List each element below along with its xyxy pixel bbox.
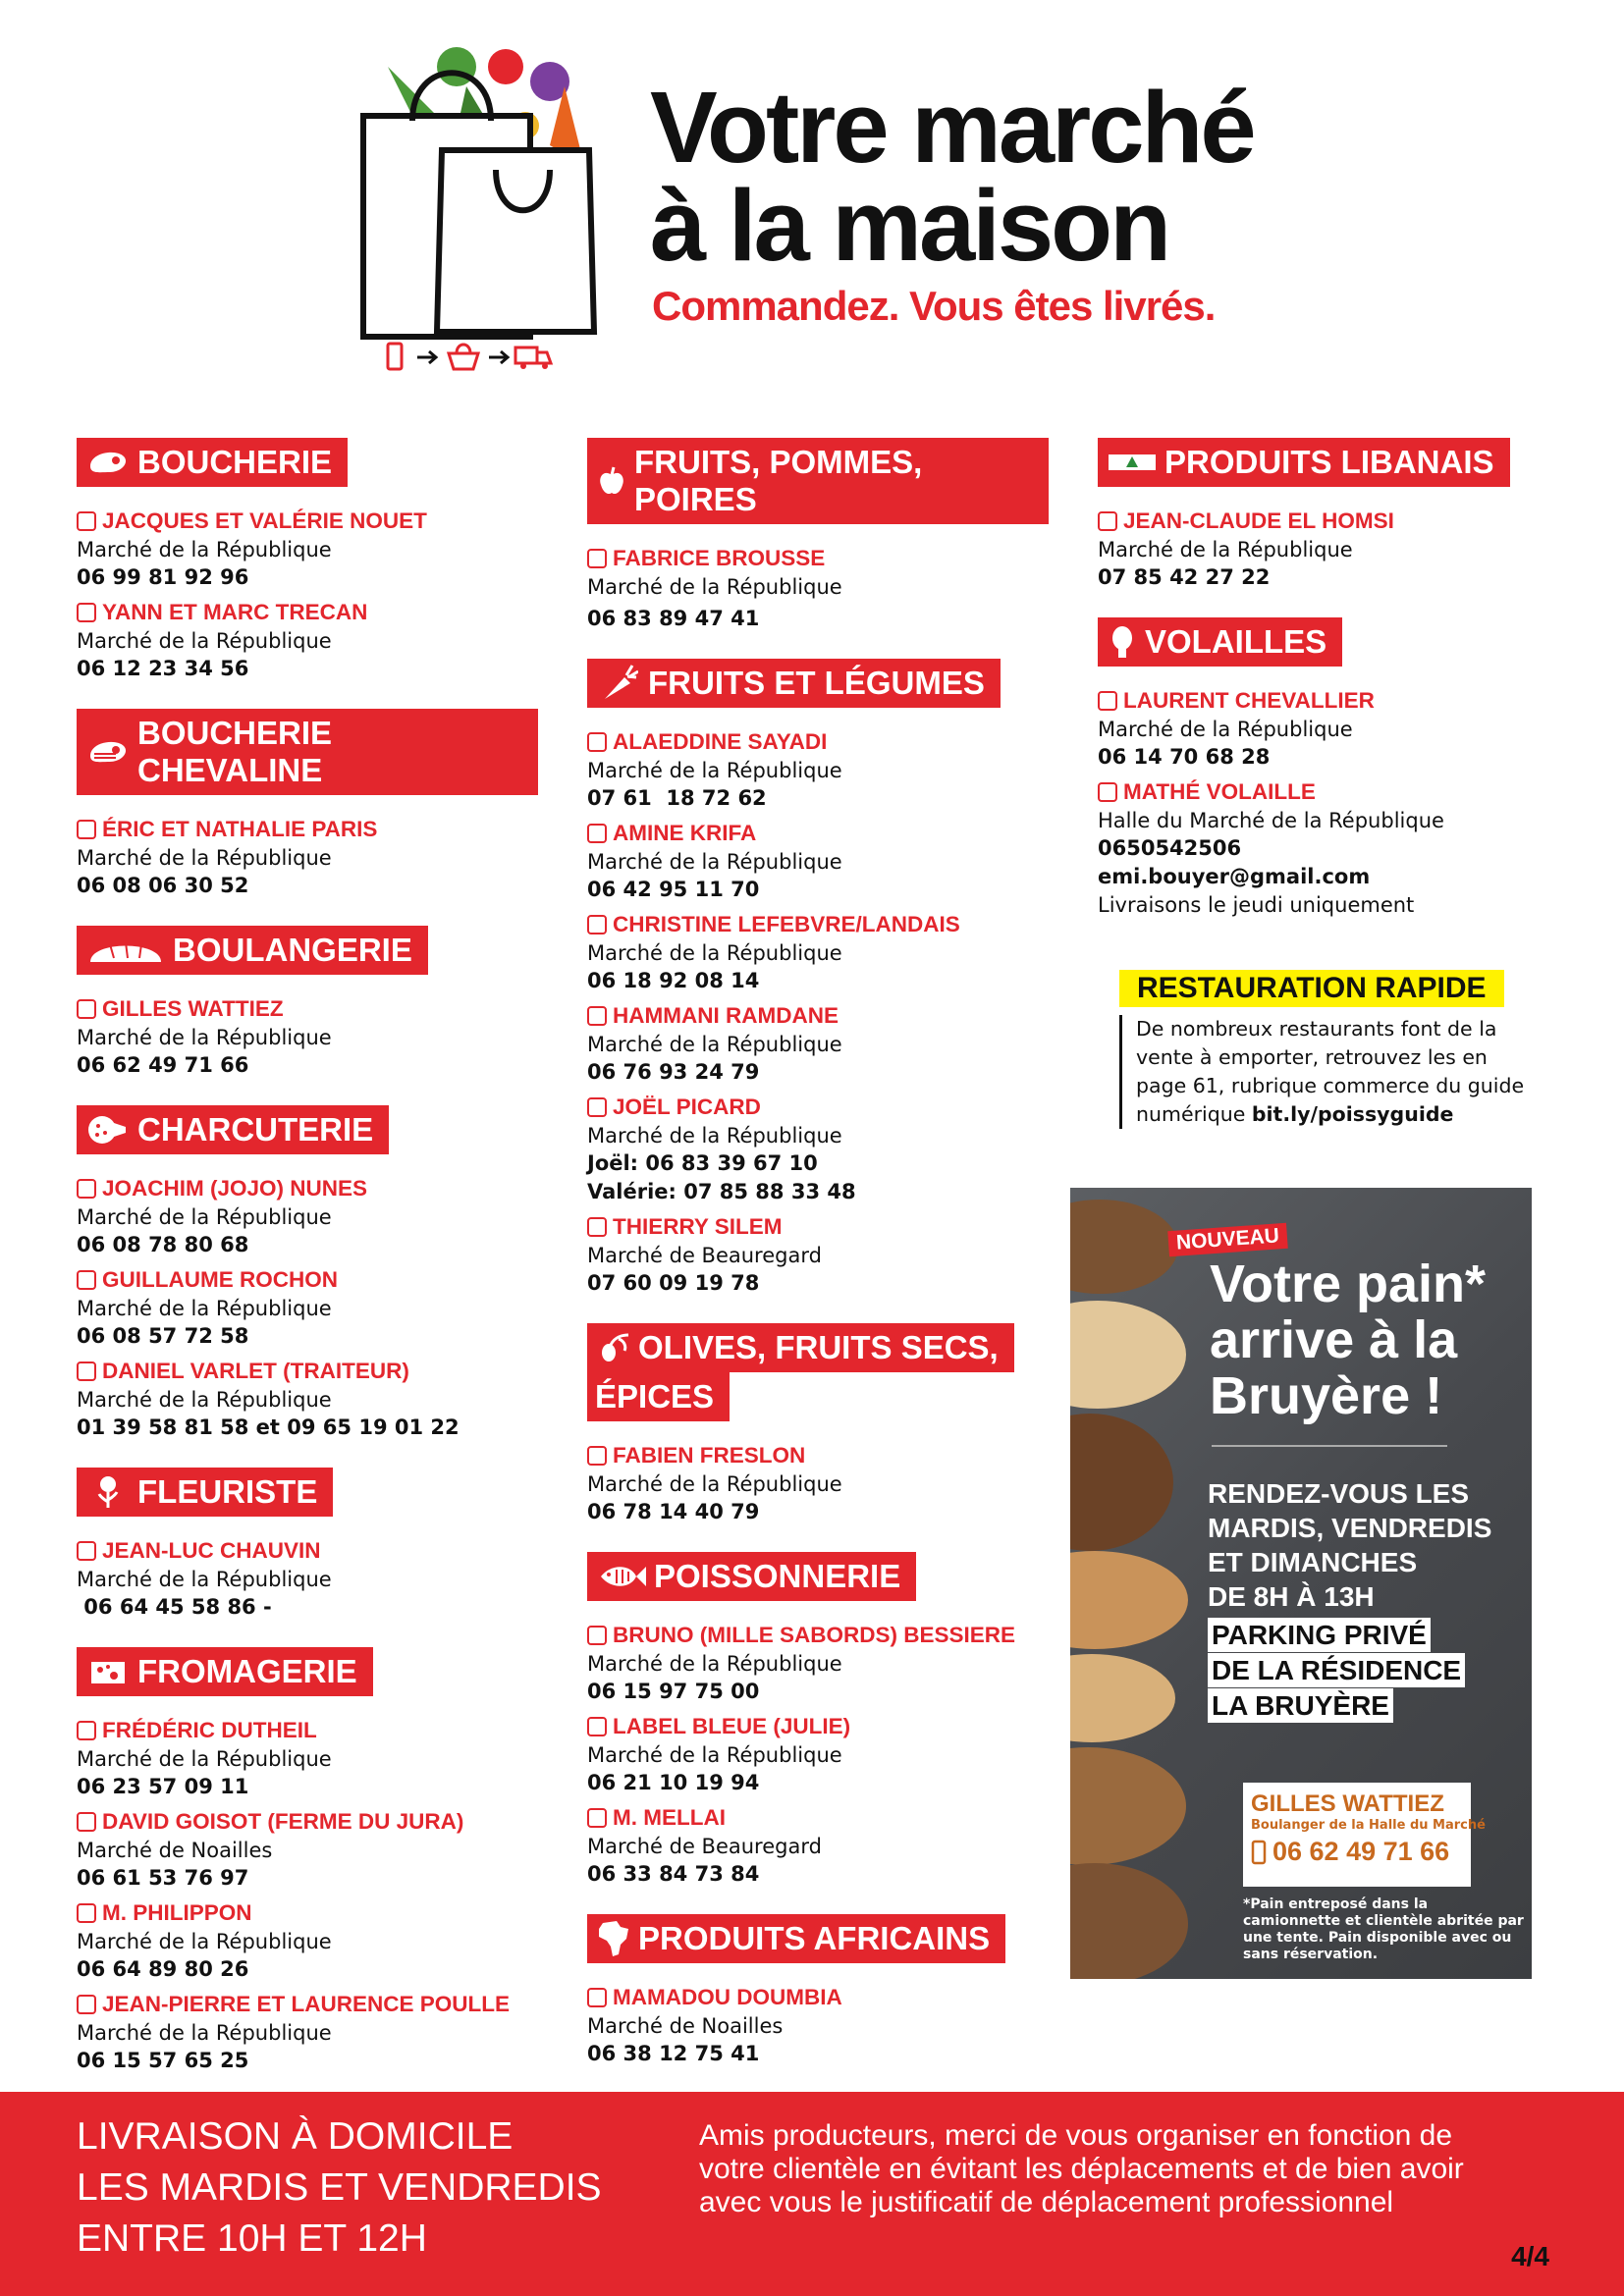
vendor-phone: 07 61 18 72 62 (587, 786, 767, 810)
olive-icon (597, 1330, 630, 1365)
vendor-entry (77, 1265, 568, 1351)
vendor-checkbox[interactable] (1098, 782, 1117, 802)
vendor-entry (77, 815, 568, 900)
vendor-name: FRÉDÉRIC DUTHEIL (102, 1718, 317, 1742)
restauration-title: RESTAURATION RAPIDE (1119, 970, 1504, 1007)
vendor-name: BRUNO (MILLE SABORDS) BESSIERE (613, 1623, 1016, 1647)
vendor-phone: 06 23 57 09 11 (77, 1775, 249, 1798)
category-title: POISSONNERIE (654, 1558, 901, 1594)
vendor-name-row (77, 1536, 568, 1566)
vendor-location: Marché de la République (77, 1930, 332, 1953)
vendor-name: YANN ET MARC TRECAN (102, 600, 368, 624)
title-line-1: Votre marché (650, 71, 1254, 184)
vendor-name-row (77, 1990, 568, 2019)
ad-title-line: Votre pain* (1210, 1255, 1487, 1313)
ad-schedule-line: RENDEZ-VOUS LES (1208, 1478, 1470, 1509)
vendor-checkbox[interactable] (587, 915, 607, 934)
vendor-name-row (77, 1898, 568, 1928)
vendor-checkbox[interactable] (77, 1812, 96, 1832)
ad-title (1210, 1256, 1524, 1424)
vendor-name: JOËL PICARD (613, 1095, 761, 1119)
vendor-entry (77, 1807, 568, 1893)
vendor-phone: 06 15 97 75 00 (587, 1680, 760, 1703)
vendor-entry (77, 598, 568, 683)
vendor-entry (587, 1803, 1078, 1889)
vendor-location: Marché de Beauregard (587, 1835, 822, 1858)
vendor-checkbox[interactable] (77, 1179, 96, 1199)
lebanon-flag-icon (1108, 445, 1157, 480)
ad-parking (1208, 1618, 1465, 1724)
category-header (587, 1323, 1078, 1421)
category-header-line-2 (587, 1372, 730, 1421)
vendor-entry (587, 1983, 1078, 2068)
category-title: FROMAGERIE (137, 1653, 357, 1689)
vendor-location: Marché de la République (77, 538, 332, 561)
category-title: FRUITS, POMMES, POIRES (634, 444, 923, 517)
restauration-line: De nombreux restaurants font de la (1136, 1017, 1497, 1041)
category-header (1098, 438, 1510, 487)
vendor-entry (587, 1001, 1078, 1087)
vendor-name-row (587, 727, 1078, 757)
section-poissonnerie (587, 1552, 1078, 1889)
category-header (77, 1468, 333, 1517)
vendor-checkbox[interactable] (77, 999, 96, 1019)
vendor-location: Marché de la République (77, 1388, 332, 1412)
section-produits-africains (587, 1914, 1078, 2068)
vendor-location: Marché de la République (77, 846, 332, 870)
category-title: PRODUITS LIBANAIS (1164, 444, 1494, 480)
vendor-phone: 06 78 14 40 79 (587, 1500, 760, 1523)
vendor-phone: Joël: 06 83 39 67 10 (587, 1151, 818, 1175)
vendor-checkbox[interactable] (77, 1362, 96, 1381)
vendor-entry (77, 1536, 568, 1622)
category-title: OLIVES, FRUITS SECS, (638, 1329, 999, 1365)
vendor-name-row (587, 1803, 1078, 1833)
category-title: VOLAILLES (1145, 623, 1327, 660)
bread-loaves-icon (1070, 1188, 1208, 1979)
vendor-name-row (587, 1001, 1078, 1031)
vendor-entry (77, 1716, 568, 1801)
category-header (587, 438, 1049, 524)
shopping-bag-logo-icon (349, 27, 614, 371)
vendor-name-row (587, 1712, 1078, 1741)
column-1 (77, 438, 568, 2101)
ad-parking-line: PARKING PRIVÉ (1208, 1618, 1431, 1652)
vendor-location: Marché de la République (77, 1568, 332, 1591)
vendor-name: JEAN-CLAUDE EL HOMSI (1123, 508, 1394, 533)
vendor-location: Marché de la République (587, 1652, 842, 1676)
section-fleuriste (77, 1468, 568, 1622)
category-title: PRODUITS AFRICAINS (638, 1920, 991, 1956)
vendor-phone-2: Valérie: 07 85 88 33 48 (587, 1180, 856, 1203)
vendor-location: Marché de la République (77, 629, 332, 653)
ad-card-phone-row (1251, 1837, 1463, 1867)
vendor-entry (1098, 507, 1569, 592)
vendor-name: AMINE KRIFA (613, 821, 757, 845)
ad-parking-line: LA BRUYÈRE (1208, 1688, 1393, 1723)
vendor-checkbox[interactable] (587, 549, 607, 568)
new-badge: NOUVEAU (1167, 1223, 1288, 1256)
vendor-name-row (77, 1174, 568, 1203)
vendor-checkbox[interactable] (587, 1446, 607, 1466)
title-line-2: à la maison (650, 169, 1169, 282)
meat-icon (86, 734, 130, 770)
vendor-entry (587, 1212, 1078, 1298)
vendor-name: JACQUES ET VALÉRIE NOUET (102, 508, 427, 533)
vendor-location: Marché de la République (587, 1124, 842, 1148)
vendor-entry (587, 1441, 1078, 1526)
vendor-entry (587, 1093, 1078, 1206)
vendor-phone: 06 33 84 73 84 (587, 1862, 760, 1886)
section-produits-libanais (1098, 438, 1569, 592)
vendor-location: Halle du Marché de la République (1098, 809, 1444, 832)
vendor-checkbox[interactable] (587, 1217, 607, 1237)
ad-divider (1212, 1445, 1447, 1447)
vendor-name: LAURENT CHEVALLIER (1123, 688, 1375, 713)
vendor-entry (587, 1712, 1078, 1797)
footer-banner (0, 2092, 1624, 2296)
vendor-checkbox[interactable] (587, 1006, 607, 1026)
vendor-phone: 06 14 70 68 28 (1098, 745, 1271, 769)
section-fruits-pommes-poires (587, 438, 1078, 633)
vendor-location: Marché de la République (77, 2021, 332, 2045)
poultry-icon (1108, 624, 1137, 660)
vendor-name: FABIEN FRESLON (613, 1443, 806, 1468)
category-title: BOULANGERIE (173, 932, 412, 968)
vendor-name: JEAN-LUC CHAUVIN (102, 1538, 321, 1563)
vendor-location: Marché de la République (1098, 718, 1353, 741)
vendor-entry (77, 1898, 568, 1984)
category-title: BOUCHERIE (137, 444, 333, 480)
section-fromagerie (77, 1647, 568, 2075)
vendor-checkbox[interactable] (77, 511, 96, 531)
page-number: 4/4 (1511, 2241, 1549, 2271)
vendor-entry (587, 910, 1078, 995)
vendor-checkbox[interactable] (77, 820, 96, 839)
vendor-phone: 07 60 09 19 78 (587, 1271, 760, 1295)
vendor-checkbox[interactable] (77, 1541, 96, 1561)
vendor-name: MAMADOU DOUMBIA (613, 1985, 842, 2009)
vendor-name-row (587, 1983, 1078, 2012)
vendor-location: Marché de la République (587, 1743, 842, 1767)
section-boulangerie (77, 926, 568, 1080)
restauration-prefix: numérique (1136, 1102, 1252, 1126)
vendor-location: Marché de Beauregard (587, 1244, 822, 1267)
africa-icon (597, 1921, 630, 1956)
category-header (587, 1552, 916, 1601)
vendor-checkbox[interactable] (1098, 691, 1117, 711)
vendor-name-row (77, 1357, 568, 1386)
category-header (77, 438, 348, 487)
vendor-checkbox[interactable] (587, 1097, 607, 1117)
delivery-line: LIVRAISON À DOMICILE (77, 2115, 514, 2158)
category-header (587, 1914, 1005, 1963)
section-olives-fruits-secs (587, 1323, 1078, 1526)
vendor-location: Marché de la République (587, 759, 842, 782)
category-header (77, 926, 428, 975)
ad-title-line: Bruyère ! (1210, 1366, 1443, 1425)
vendor-name: CHRISTINE LEFEBVRE/LANDAIS (613, 912, 960, 936)
section-charcuterie (77, 1105, 568, 1442)
vendor-name: LABEL BLEUE (JULIE) (613, 1714, 851, 1738)
vendor-email[interactable]: emi.bouyer@gmail.com (1098, 865, 1371, 888)
vendor-entry (77, 1990, 568, 2075)
vendor-entry (1098, 777, 1569, 919)
vendor-name: FABRICE BROUSSE (613, 546, 826, 570)
vendor-phone: 06 08 06 30 52 (77, 874, 249, 897)
section-volailles (1098, 617, 1569, 919)
vendor-phone: 06 21 10 19 94 (587, 1771, 760, 1794)
vendor-name-row (587, 910, 1078, 939)
column-2 (587, 438, 1078, 2094)
vendor-entry (587, 544, 1078, 633)
vendor-entry (77, 994, 568, 1080)
vendor-checkbox[interactable] (587, 1626, 607, 1645)
column-3 (1098, 438, 1569, 944)
vendor-phone: 06 18 92 08 14 (587, 969, 760, 992)
fish-icon (597, 1559, 646, 1594)
vendor-entry (1098, 686, 1569, 772)
vendor-phone: 06 08 57 72 58 (77, 1324, 249, 1348)
vendor-name-row (587, 544, 1078, 573)
sausage-icon (86, 1112, 130, 1148)
category-header (587, 659, 1001, 708)
vendor-name: DANIEL VARLET (TRAITEUR) (102, 1359, 409, 1383)
vendor-checkbox[interactable] (587, 1988, 607, 2007)
vendor-name-row (77, 598, 568, 627)
vendor-name-row (587, 1441, 1078, 1470)
delivery-line: LES MARDIS ET VENDREDIS (77, 2166, 602, 2209)
flower-icon (86, 1474, 130, 1510)
vendor-name: MATHÉ VOLAILLE (1123, 779, 1316, 804)
category-title: FRUITS ET LÉGUMES (648, 665, 985, 701)
vendor-checkbox[interactable] (1098, 511, 1117, 531)
restauration-line: vente à emporter, retrouvez les en (1136, 1045, 1488, 1069)
vendor-name-row (77, 815, 568, 844)
vendor-name-row (77, 1265, 568, 1295)
vendor-entry (587, 819, 1078, 904)
vendor-name-row (1098, 686, 1569, 716)
category-header (77, 1647, 373, 1696)
ad-contact-card (1243, 1783, 1486, 1887)
vendor-name: M. PHILIPPON (102, 1900, 252, 1925)
ad-card-phone[interactable]: 06 62 49 71 66 (1272, 1837, 1450, 1866)
category-title: CHARCUTERIE (137, 1111, 374, 1148)
section-boucherie (77, 438, 568, 683)
vendor-name: M. MELLAI (613, 1805, 726, 1830)
vendor-name: GUILLAUME ROCHON (102, 1267, 338, 1292)
category-header (1098, 617, 1342, 667)
carrot-icon (597, 666, 640, 701)
category-title: BOUCHERIE CHEVALINE (137, 715, 333, 788)
page-title (650, 71, 1254, 282)
vendor-phone: 06 62 49 71 66 (77, 1053, 249, 1077)
ad-footnote: *Pain entreposé dans la camionnette et clientèle abritée par une tente. Pain disponible avec ou sans réservation. (1243, 1896, 1524, 1962)
vendor-entry (77, 507, 568, 592)
page-subtitle: Commandez. Vous êtes livrés. (652, 283, 1216, 329)
vendor-name-row (77, 1716, 568, 1745)
vendor-phone: 06 64 45 58 86 - (77, 1595, 272, 1619)
vendor-name-row (587, 819, 1078, 848)
category-title-2: ÉPICES (595, 1378, 715, 1415)
guide-link[interactable]: bit.ly/poissyguide (1251, 1102, 1454, 1126)
restauration-line (1136, 1100, 1532, 1129)
vendor-name: GILLES WATTIEZ (102, 996, 284, 1021)
section-fruits-legumes (587, 659, 1078, 1298)
hero-header (0, 0, 1624, 412)
vendor-name: JEAN-PIERRE ET LAURENCE POULLE (102, 1992, 511, 2016)
vendor-checkbox[interactable] (587, 1717, 607, 1736)
vendor-phone: 01 39 58 81 58 et 09 65 19 01 22 (77, 1415, 460, 1439)
vendor-name: ALAEDDINE SAYADI (613, 729, 828, 754)
vendor-checkbox[interactable] (77, 603, 96, 622)
vendor-name: THIERRY SILEM (613, 1214, 783, 1239)
vendor-phone: 0650542506 (1098, 836, 1242, 860)
category-header-line-1 (587, 1323, 1014, 1372)
ad-schedule-line: DE 8H À 13H (1208, 1581, 1375, 1612)
vendor-entry (77, 1174, 568, 1259)
ad-schedule-line: MARDIS, VENDREDIS (1208, 1513, 1492, 1543)
vendor-location: Marché de la République (587, 850, 842, 874)
vendor-phone: 06 08 78 80 68 (77, 1233, 249, 1256)
vendor-phone: 06 64 89 80 26 (77, 1957, 249, 1981)
section-boucherie-chevaline (77, 709, 568, 900)
ad-schedule-line: ET DIMANCHES (1208, 1547, 1418, 1577)
producers-notice: Amis producteurs, merci de vous organiser en fonction de votre clientèle en évitant les déplacements et de bien avoir avec vous le justificatif de déplacement professionnel (699, 2119, 1464, 2218)
vendor-location: Marché de la République (587, 1472, 842, 1496)
bread-icon (86, 933, 165, 968)
category-header (77, 1105, 389, 1154)
vendor-checkbox[interactable] (77, 1721, 96, 1740)
meat-icon (86, 445, 130, 480)
vendor-name-row (587, 1621, 1078, 1650)
vendor-name: HAMMANI RAMDANE (613, 1003, 839, 1028)
vendor-checkbox[interactable] (587, 732, 607, 752)
vendor-location: Marché de la République (77, 1205, 332, 1229)
vendor-checkbox[interactable] (77, 1270, 96, 1290)
vendor-location: Marché de Noailles (77, 1839, 273, 1862)
vendor-phone: 06 38 12 75 41 (587, 2042, 760, 2065)
vendor-checkbox[interactable] (77, 1995, 96, 2014)
vendor-phone: 06 61 53 76 97 (77, 1866, 249, 1890)
restauration-text (1119, 1015, 1532, 1129)
vendor-location: Marché de la République (77, 1026, 332, 1049)
ad-card-role: Boulanger de la Halle du Marché (1251, 1818, 1486, 1833)
vendor-name-row (587, 1093, 1078, 1122)
vendor-phone: 06 99 81 92 96 (77, 565, 249, 589)
vendor-name: JOACHIM (JOJO) NUNES (102, 1176, 368, 1201)
vendor-note: Livraisons le jeudi uniquement (1098, 893, 1415, 917)
vendor-name: DAVID GOISOT (FERME DU JURA) (102, 1809, 464, 1834)
restauration-line: page 61, rubrique commerce du guide (1136, 1074, 1525, 1097)
vendor-name-row (1098, 777, 1569, 807)
vendor-name-row (77, 507, 568, 536)
vendor-location: Marché de Noailles (587, 2014, 784, 2038)
apple-icon (597, 463, 626, 499)
vendor-checkbox[interactable] (587, 1808, 607, 1828)
vendor-location: Marché de la République (587, 941, 842, 965)
vendor-phone: 06 42 95 11 70 (587, 878, 760, 901)
vendor-location: Marché de la République (587, 1033, 842, 1056)
vendor-name-row (1098, 507, 1569, 536)
vendor-phone: 06 83 89 47 41 (587, 607, 760, 630)
ad-parking-line: DE LA RÉSIDENCE (1208, 1653, 1465, 1687)
phone-icon (1251, 1840, 1267, 1865)
vendor-phone: 06 15 57 65 25 (77, 2049, 249, 2072)
cheese-icon (86, 1654, 130, 1689)
ad-card-name: GILLES WATTIEZ (1251, 1790, 1444, 1817)
vendor-checkbox[interactable] (587, 824, 607, 843)
vendor-phone: 07 85 42 27 22 (1098, 565, 1271, 589)
vendor-location: Marché de la République (77, 1747, 332, 1771)
category-header (77, 709, 538, 795)
ad-schedule (1208, 1476, 1491, 1614)
vendor-phone: 06 76 93 24 79 (587, 1060, 760, 1084)
vendor-name: ÉRIC ET NATHALIE PARIS (102, 817, 378, 841)
vendor-entry (77, 1357, 568, 1442)
delivery-info (77, 2111, 602, 2265)
vendor-name-row (77, 994, 568, 1024)
vendor-location: Marché de la République (587, 575, 842, 599)
category-title: FLEURISTE (137, 1473, 318, 1510)
ad-title-line: arrive à la (1210, 1310, 1458, 1369)
vendor-phone: 06 12 23 34 56 (77, 657, 249, 680)
bakery-ad (1070, 1188, 1532, 1979)
delivery-line: ENTRE 10H ET 12H (77, 2217, 427, 2260)
vendor-entry (587, 727, 1078, 813)
vendor-location: Marché de la République (1098, 538, 1353, 561)
restauration-box (1119, 970, 1532, 1129)
vendor-location: Marché de la République (77, 1297, 332, 1320)
vendor-checkbox[interactable] (77, 1903, 96, 1923)
vendor-entry (587, 1621, 1078, 1706)
vendor-name-row (587, 1212, 1078, 1242)
vendor-name-row (77, 1807, 568, 1837)
